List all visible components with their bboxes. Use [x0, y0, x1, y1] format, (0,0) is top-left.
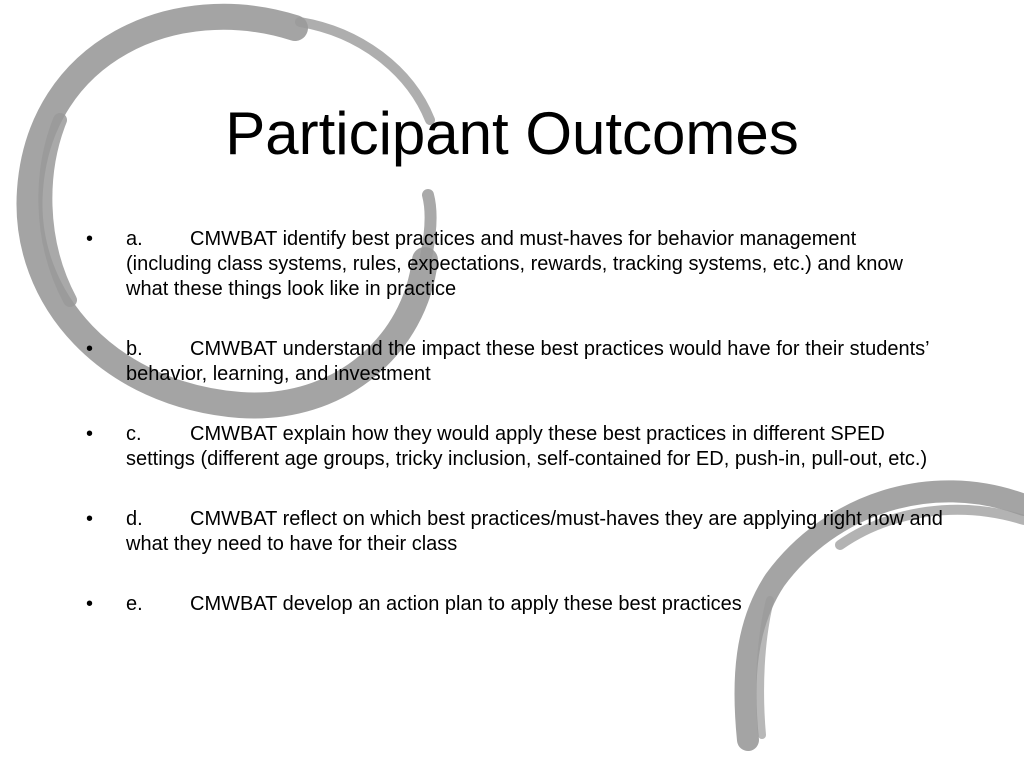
- item-text: CMWBAT develop an action plan to apply these best practices: [190, 593, 742, 615]
- item-text: CMWBAT understand the impact these best practices would have for their students’ behavior, learning, and investment: [126, 338, 929, 385]
- item-letter: a.: [126, 228, 143, 250]
- item-text: CMWBAT identify best practices and must-haves for behavior management (including class systems, rules, expectations, rewards, tracking systems, etc.) and know what these things look like in practice: [126, 228, 903, 300]
- item-text: CMWBAT reflect on which best practices/must-haves they are applying right now and what they need to have for their class: [126, 508, 943, 555]
- bullet-icon: •: [86, 338, 94, 360]
- bullet-icon: •: [86, 508, 94, 530]
- list-item: [86, 507, 946, 557]
- list-item: [86, 592, 946, 617]
- item-text: CMWBAT explain how they would apply these best practices in different SPED settings (different age groups, tricky inclusion, self-contained for ED, push-in, pull-out, etc.): [126, 423, 928, 470]
- list-item: [86, 227, 946, 302]
- bullet-icon: •: [86, 423, 94, 445]
- bullet-icon: •: [86, 593, 94, 615]
- list-item: [86, 337, 946, 387]
- item-letter: c.: [126, 423, 142, 445]
- item-letter: e.: [126, 593, 143, 615]
- item-letter: b.: [126, 338, 143, 360]
- outcomes-list: [86, 227, 946, 652]
- slide-title: Participant Outcomes: [225, 100, 799, 167]
- bullet-icon: •: [86, 228, 94, 250]
- list-item: [86, 422, 946, 472]
- item-letter: d.: [126, 508, 143, 530]
